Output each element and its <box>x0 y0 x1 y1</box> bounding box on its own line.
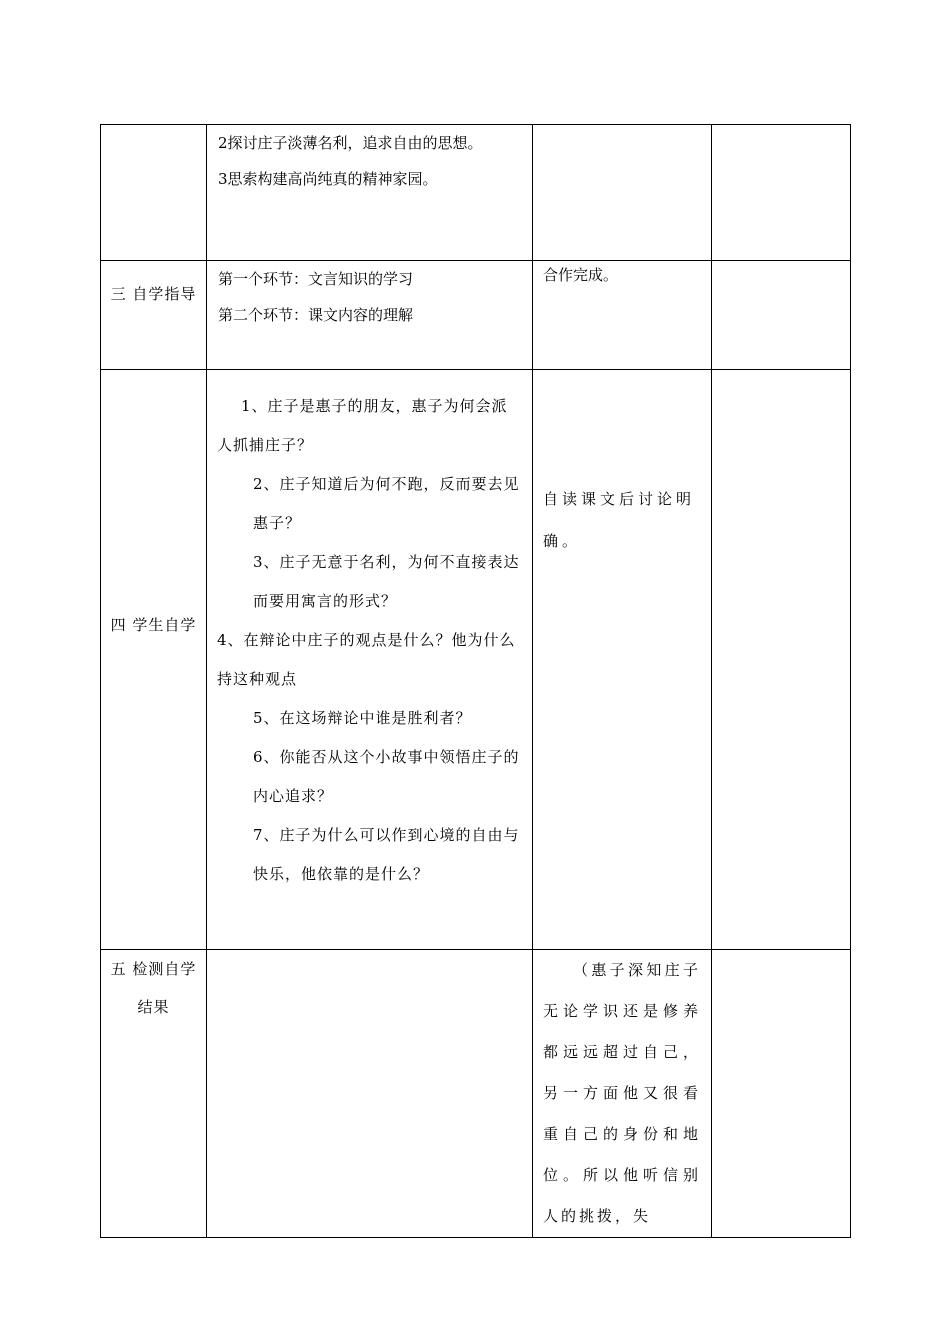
question-5: 5、在这场辩论中谁是胜利者？ <box>253 709 472 727</box>
note-cell <box>533 125 712 261</box>
objective-2: 2探讨庄子淡薄名利，追求自由的思想。 <box>218 134 483 152</box>
content-cell <box>207 261 533 370</box>
question-3: 3、庄子无意于名利，为何不直接表达而要用寓言的形式？ <box>253 553 520 610</box>
section-cell: 五 检测自学结果 <box>101 950 207 1238</box>
question-4: 4、在辩论中庄子的观点是什么？他为什么持这种观点 <box>217 631 516 688</box>
answer-text: （惠子深知庄子无论学识还是修养都远远超过自己，另一方面他又很看重自己的身份和地位。所以他听信别人的挑拨，失 <box>543 961 701 1225</box>
extra-cell <box>712 950 851 1238</box>
note-cell: 合作完成。 <box>533 261 712 370</box>
extra-cell <box>712 261 851 370</box>
question-1: 1、庄子是惠子的朋友，惠子为何会派人抓捕庄子？ <box>217 397 508 454</box>
question-6: 6、你能否从这个小故事中领悟庄子的内心追求？ <box>253 748 520 805</box>
section-cell: 三 自学指导 <box>101 261 207 370</box>
section-cell <box>101 125 207 261</box>
table-row <box>101 950 851 1238</box>
table-row <box>101 261 851 370</box>
table-row <box>101 370 851 950</box>
question-2: 2、庄子知道后为何不跑，反而要去见惠子？ <box>253 475 520 532</box>
question-7: 7、庄子为什么可以作到心境的自由与快乐，他依靠的是什么？ <box>253 826 520 883</box>
step-1: 第一个环节：文言知识的学习 <box>218 270 414 288</box>
content-cell <box>207 950 533 1238</box>
lesson-plan-table <box>100 124 851 1238</box>
step-2: 第二个环节：课文内容的理解 <box>218 306 414 324</box>
section-cell: 四 学生自学 <box>101 370 207 950</box>
note-cell: 自读课文后讨论明确。 <box>533 370 712 950</box>
content-cell <box>207 125 533 261</box>
table-row <box>101 125 851 261</box>
objective-3: 3思索构建高尚纯真的精神家园。 <box>218 170 438 188</box>
note-cell <box>533 950 712 1238</box>
extra-cell <box>712 125 851 261</box>
extra-cell <box>712 370 851 950</box>
content-cell <box>207 370 533 950</box>
